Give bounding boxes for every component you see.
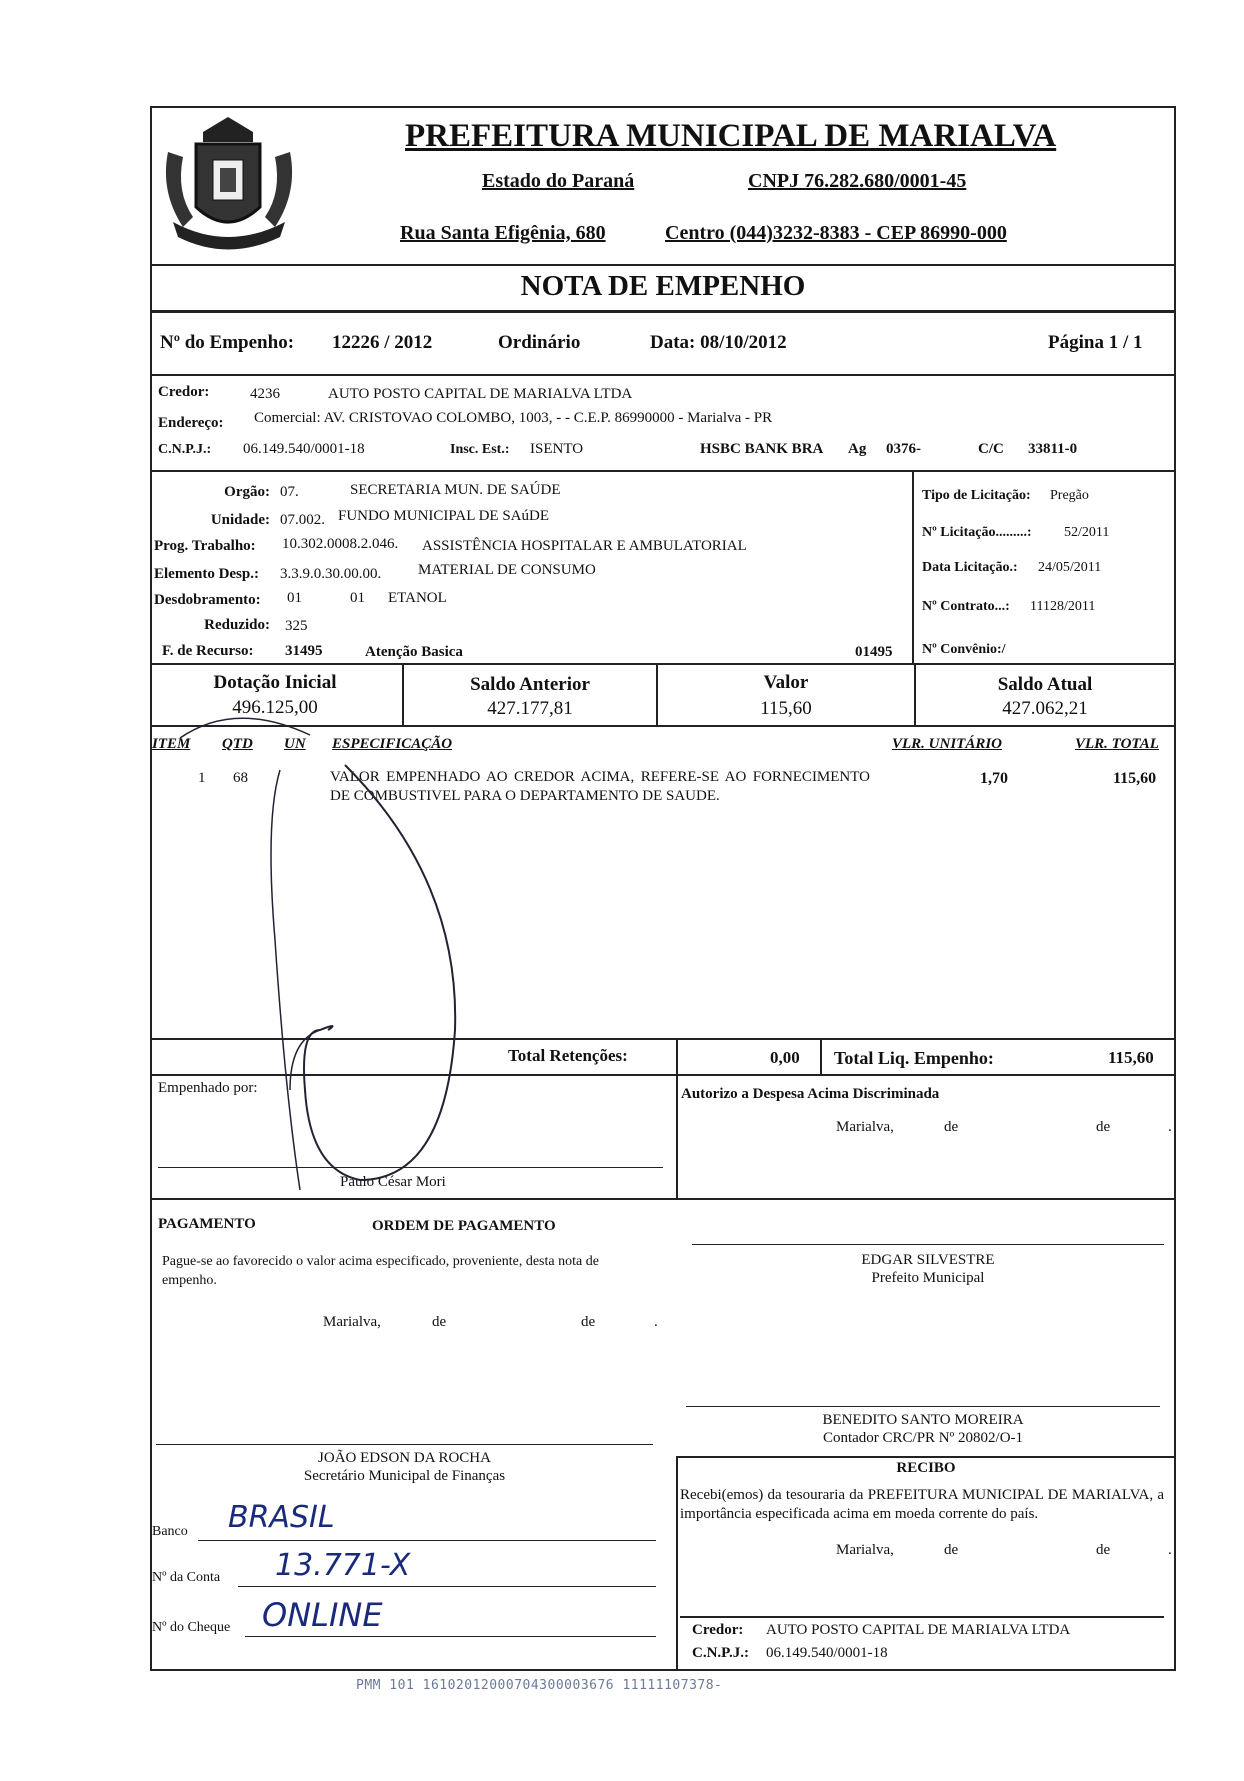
item-unit: 1,70 [980,770,1008,787]
credor-name: AUTO POSTO CAPITAL DE MARIALVA LTDA [328,386,633,402]
rec-label: F. de Recurso: [162,643,254,659]
bank-ag-label: Ag [848,441,867,457]
empenho-tipo: Ordinário [498,332,581,353]
saldo-atual-value: 427.062,21 [1002,698,1088,719]
recibo-credor-label: Credor: [692,1622,744,1638]
cheque-label: Nº do Cheque [152,1620,231,1635]
prog-code: 10.302.0008.2.046. [282,536,399,552]
bank-name: HSBC BANK BRA [700,441,824,457]
recibo-text: Recebi(emos) da tesouraria da PREFEITURA MUNICIPAL DE MARIALVA, a importância especificada acima em moeda corrente do país. [680,1487,1164,1522]
recibo-dot: . [1168,1542,1172,1558]
conta-label: Nº da Conta [152,1570,221,1585]
liq-label: Total Liq. Empenho: [834,1048,994,1068]
elem-value: MATERIAL DE CONSUMO [418,562,596,578]
item-espec: VALOR EMPENHADO AO CREDOR ACIMA, REFERE-SE AO FORNECIMENTO DE COMBUSTIVEL PARA O DEPARTAMENTO DE SAUDE. [330,769,870,804]
col-total: VLR. TOTAL [1075,736,1159,752]
bank-cc-label: C/C [978,441,1004,457]
red-label: Reduzido: [204,617,270,633]
lic-convenio-label: Nº Convênio:/ [922,642,1006,657]
orgao-code: 07. [280,484,299,500]
handwritten-signature [260,760,480,1200]
lic-tipo-value: Pregão [1050,488,1089,503]
prog-value: ASSISTÊNCIA HOSPITALAR E AMBULATORIAL [422,538,747,554]
autorizo-place: Marialva, [836,1119,894,1135]
unidade-label: Unidade: [210,512,270,528]
conta-value: 13.771-X [275,1548,411,1583]
autorizo-label: Autorizo a Despesa Acima Discriminada [681,1086,940,1102]
recibo-credor: AUTO POSTO CAPITAL DE MARIALVA LTDA [766,1622,1071,1638]
endereco-value: Comercial: AV. CRISTOVAO COLOMBO, 1003, - - C.E.P. 86990000 - Marialva - PR [254,410,773,426]
credor-code: 4236 [250,386,280,402]
lic-data-value: 24/05/2011 [1038,560,1102,575]
header-cnpj: CNPJ 76.282.680/0001-45 [748,170,967,192]
initials-stroke [175,700,315,740]
desd-b: 01 [350,590,365,606]
prog-label: Prog. Trabalho: [154,538,256,554]
item-total: 115,60 [1113,770,1157,787]
rec-value: Atenção Basica [365,644,463,660]
elem-label: Elemento Desp.: [154,566,259,582]
doc-title: NOTA DE EMPENHO [520,270,806,302]
recibo-de2: de [1096,1542,1111,1558]
pag-place: Marialva, [323,1314,381,1330]
cheque-value: ONLINE [262,1596,383,1634]
credor-label: Credor: [158,384,210,400]
saldo-anterior-label: Saldo Anterior [470,674,590,695]
recibo-de1: de [944,1542,959,1558]
header-address: Rua Santa Efigênia, 680 [400,222,606,244]
secretario-role: Secretário Municipal de Finanças [303,1468,506,1484]
pag-de1: de [432,1314,447,1330]
header-contact: Centro (044)3232-8383 - CEP 86990-000 [665,222,1007,244]
bank-ag: 0376- [886,441,921,457]
valor-label: Valor [763,672,809,693]
ordem-label: ORDEM DE PAGAMENTO [372,1218,556,1234]
cnpj-label: C.N.P.J.: [158,442,212,457]
lic-tipo-label: Tipo de Licitação: [922,488,1031,503]
autorizo-de1: de [944,1119,959,1135]
header-title: PREFEITURA MUNICIPAL DE MARIALVA [405,118,1057,154]
orgao-label: Orgão: [224,484,270,500]
liq-value: 115,60 [1108,1048,1154,1067]
pag-dot: . [654,1314,658,1330]
desd-value: ETANOL [388,590,447,606]
elem-code: 3.3.9.0.30.00.00. [280,566,382,582]
recibo-title: RECIBO [896,1460,956,1476]
lic-data-label: Data Licitação.: [922,560,1018,575]
valor-value: 115,60 [760,698,812,719]
banco-label: Banco [152,1524,188,1539]
empenhado-label: Empenhado por: [158,1080,258,1096]
pagamento-label: PAGAMENTO [158,1216,256,1232]
unidade-code: 07.002. [280,512,325,528]
col-espec: ESPECIFICAÇÃO [332,736,453,752]
contador-role: Contador CRC/PR Nº 20802/O-1 [822,1430,1024,1446]
unidade-value: FUNDO MUNICIPAL DE SAúDE [338,508,549,524]
item-qtd: 68 [233,770,248,786]
insc-value: ISENTO [530,441,584,457]
lic-num-label: Nº Licitação.........: [922,525,1032,540]
recibo-cnpj: 06.149.540/0001-18 [766,1645,888,1661]
empenhado-name: Paulo César Mori [340,1174,446,1190]
recibo-cnpj-label: C.N.P.J.: [692,1645,749,1661]
footer-code: PMM 101 16102012000704300003676 11111107378- [356,1678,723,1693]
item-number: 1 [198,770,206,786]
rec-code: 31495 [285,643,323,659]
lic-contrato-label: Nº Contrato...: [922,599,1010,614]
desd-label: Desdobramento: [154,592,261,608]
empenho-no-label: Nº do Empenho: [160,332,295,353]
col-qtd: QTD [222,736,253,752]
ret-label: Total Retenções: [508,1046,628,1065]
prefeito-name: EDGAR SILVESTRE [861,1252,995,1268]
pagamento-text: Pague-se ao favorecido o valor acima especificado, proveniente, desta nota de empenho. [162,1254,599,1288]
lic-num-value: 52/2011 [1064,525,1110,540]
orgao-value: SECRETARIA MUN. DE SAÚDE [350,482,561,498]
saldo-dotacao-value: 496.125,00 [232,697,318,718]
saldo-anterior-value: 427.177,81 [487,698,573,719]
lic-contrato-value: 11128/2011 [1030,599,1096,614]
empenho-data: Data: 08/10/2012 [650,332,787,353]
bank-cc: 33811-0 [1028,441,1078,457]
insc-label: Insc. Est.: [450,442,510,457]
rec-num: 01495 [855,644,893,660]
autorizo-de2: de [1096,1119,1111,1135]
coat-of-arms [158,112,300,262]
recibo-place: Marialva, [836,1542,894,1558]
empenho-pagina: Página 1 / 1 [1048,332,1143,353]
saldo-atual-label: Saldo Atual [997,674,1093,695]
empenho-no-value: 12226 / 2012 [332,332,433,353]
endereco-label: Endereço: [158,415,224,431]
pag-de2: de [581,1314,596,1330]
saldo-dotacao-label: Dotação Inicial [213,672,337,693]
contador-name: BENEDITO SANTO MOREIRA [822,1412,1024,1428]
red-value: 325 [285,618,308,634]
col-item: ITEM [152,736,191,752]
prefeito-role: Prefeito Municipal [871,1270,985,1286]
cnpj-value: 06.149.540/0001-18 [243,441,365,457]
desd-a: 01 [287,590,302,606]
col-un: UN [284,736,306,752]
banco-value: BRASIL [228,1500,335,1535]
header-state: Estado do Paraná [482,170,635,192]
ret-value: 0,00 [770,1048,800,1067]
autorizo-dot: . [1168,1119,1172,1135]
secretario-name: JOÃO EDSON DA ROCHA [318,1450,491,1466]
col-unit: VLR. UNITÁRIO [892,736,1003,752]
